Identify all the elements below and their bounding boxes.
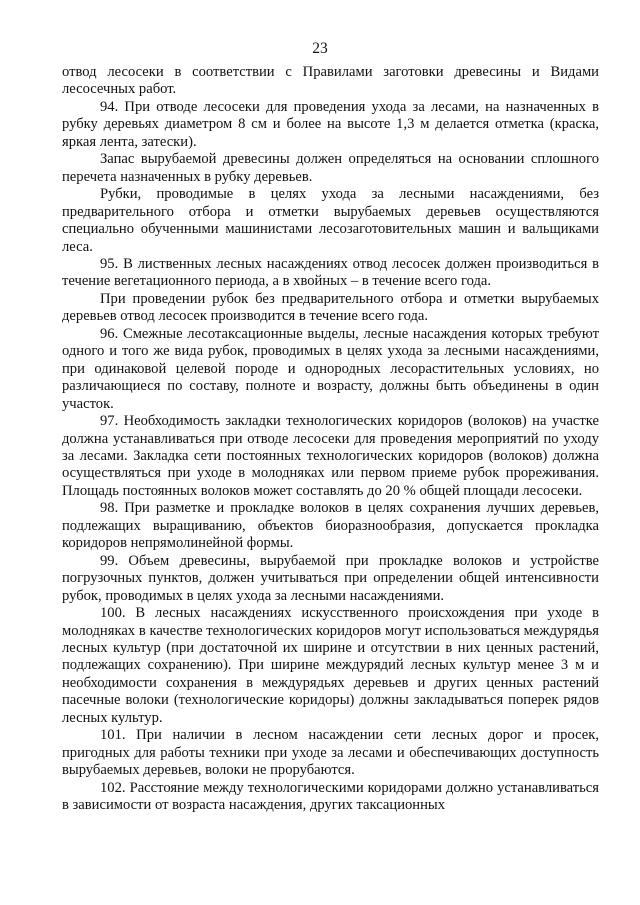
- paragraph-100: 100. В лесных насаждениях искусственного происхождения при уходе в молодняках в качестве технологических коридоров могут использоваться междурядья лесных культур (при достаточной их ширине и отсутствии в них ценных растений, подлежащих сохранению). При ширине междурядий лесных культур менее 3 м и необходимости сохранения в междурядьях деревьев и других ценных растений пасечные волоки (технологические коридоры) должны закладываться поперек рядов лесных культур.: [62, 605, 599, 726]
- paragraph-97: 97. Необходимость закладки технологических коридоров (волоков) на участке должна устанавливаться при отводе лесосеки для проведения мероприятий по уходу за лесами. Закладка сети постоянных технологических коридоров (волоков) должна осуществляться при уходе в молодняках или первом приеме рубок прореживания. Площадь постоянных волоков может составлять до 20 % общей площади лесосеки.: [62, 413, 599, 499]
- paragraph-96: 96. Смежные лесотаксационные выделы, лесные насаждения которых требуют одного и того же вида рубок, проводимых в целях ухода за лесными насаждениями, при одинаковой целевой породе и однородных лесорастительных условиях, но различающиеся по составу, полноте и возрасту, должны быть объединены в один участок.: [62, 325, 599, 412]
- paragraph-98: 98. При разметке и прокладке волоков в целях сохранения лучших деревьев, подлежащих выращиванию, объектов биоразнообразия, допускается прокладка коридоров непрямолинейной формы.: [62, 500, 599, 552]
- document-body: [62, 64, 599, 814]
- paragraph-102: 102. Расстояние между технологическими коридорами должно устанавливаться в зависимости от возраста насаждения, других таксационных: [62, 779, 599, 814]
- paragraph-101: 101. При наличии в лесном насаждении сети лесных дорог и просек, пригодных для работы техники при уходе за лесами и обеспечивающих доступность вырубаемых деревьев, волоки не прорубаются.: [62, 727, 599, 779]
- paragraph-94-stock: Запас вырубаемой древесины должен определяться на основании сплошного перечета назначенных в рубку деревьев.: [62, 151, 599, 185]
- paragraph-continuation: отвод лесосеки в соответствии с Правилами заготовки древесины и Видами лесосечных работ.: [62, 64, 599, 98]
- page-number: 23: [312, 40, 328, 57]
- paragraph-94: 94. При отводе лесосеки для проведения ухода за лесами, на назначенных в рубку деревьях диаметром 8 см и более на высоте 1,3 м делается отметка (краска, яркая лента, затески).: [62, 98, 599, 150]
- paragraph-95: 95. В лиственных лесных насаждениях отвод лесосек должен производиться в течение вегетационного периода, а в хвойных – в течение всего года.: [62, 255, 599, 290]
- paragraph-94-operators: Рубки, проводимые в целях ухода за лесными насаждениями, без предварительного отбора и отметки вырубаемых деревьев осуществляются специально обученными машинистами лесозаготовительных машин и вальщиками леса.: [62, 186, 599, 255]
- paragraph-99: 99. Объем древесины, вырубаемой при прокладке волоков и устройстве погрузочных пунктов, должен учитываться при определении общей интенсивности рубок, проводимых в целях ухода за лесными насаждениями.: [62, 552, 599, 604]
- paragraph-95-whole-year: При проведении рубок без предварительного отбора и отметки вырубаемых деревьев отвод лесосек производится в течение всего года.: [62, 290, 599, 325]
